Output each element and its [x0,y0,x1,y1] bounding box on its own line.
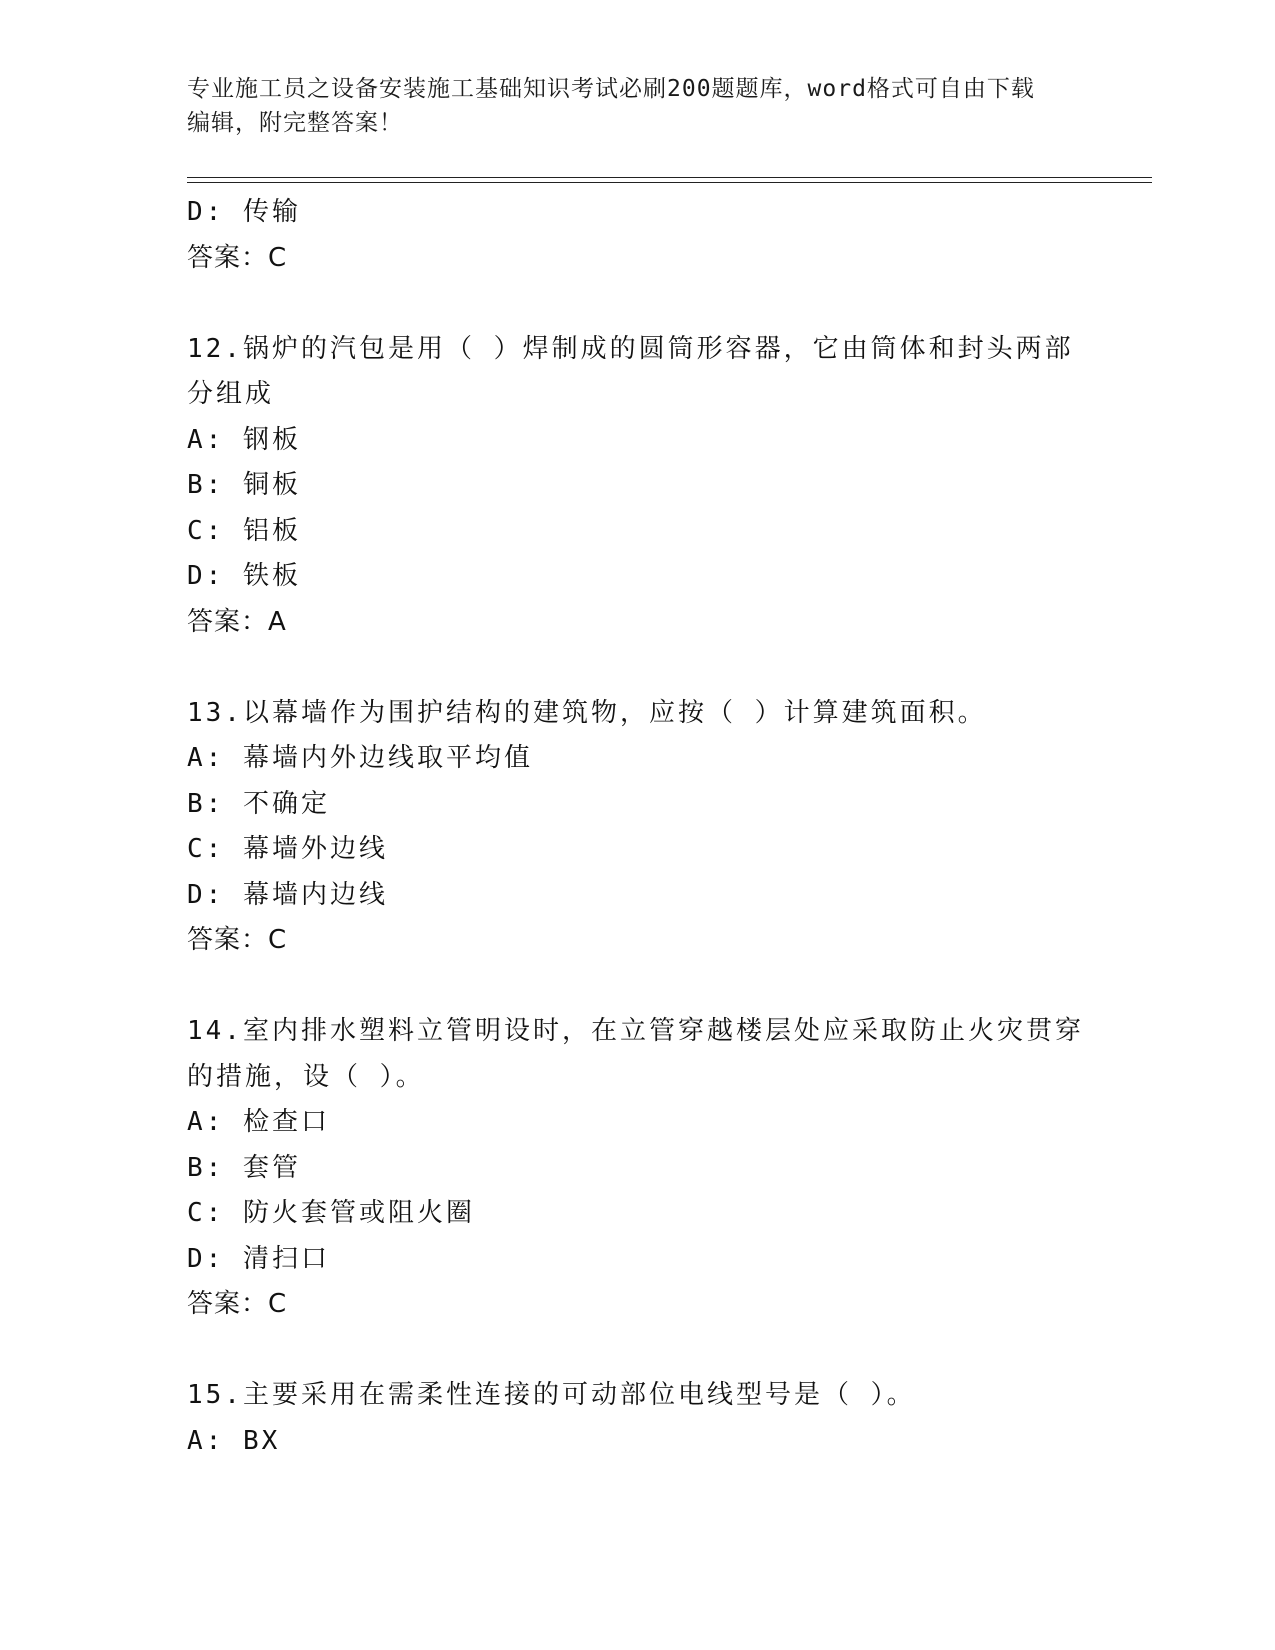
spacer [187,645,1087,691]
option-c: C: 铝板 [187,515,301,546]
question-list [187,190,1087,1464]
question-12 [187,327,1087,646]
header-divider-bottom [187,182,1152,183]
option-a: A: 钢板 [187,424,301,455]
spacer [187,281,1087,327]
header-divider-top [187,177,1152,178]
option-b: B: 铜板 [187,470,301,500]
document-header [187,72,1067,140]
option-d: D: 传输 [187,197,301,227]
option-a: A: 幕墙内外边线取平均值 [187,743,533,773]
question-15 [187,1373,1087,1464]
option-d: D: 幕墙内边线 [187,879,388,910]
spacer [187,964,1087,1010]
question-stem: 13.以幕墙作为围护结构的建筑物，应按（ ）计算建筑面积。 [187,697,987,728]
question-stem: 12.锅炉的汽包是用（ ）焊制成的圆筒形容器，它由筒体和封头两部 [187,333,1074,364]
question-13 [187,691,1087,964]
header-title-line-2: 编辑，附完整答案！ [187,110,403,136]
question-stem: 15.主要采用在需柔性连接的可动部位电线型号是（ ）。 [187,1380,916,1410]
option-c: C: 幕墙外边线 [187,834,388,864]
option-b: B: 不确定 [187,788,330,819]
question-stem-continued: 分组成 [187,379,275,409]
option-d: D: 铁板 [187,561,301,591]
question-stem-continued: 的措施，设（ ）。 [187,1061,425,1092]
option-a: A: BX [187,1425,281,1456]
spacer [187,1328,1087,1374]
option-b: B: 套管 [187,1152,301,1183]
answer-line: 答案：A [187,606,287,637]
option-d: D: 清扫口 [187,1243,330,1274]
header-title-line-1: 专业施工员之设备安装施工基础知识考试必刷200题题库，word格式可自由下载 [187,76,1035,102]
answer-line: 答案：C [187,242,288,273]
question-14 [187,1009,1087,1328]
answer-line: 答案：C [187,1289,288,1319]
option-c: C: 防火套管或阻火圈 [187,1198,475,1228]
answer-line: 答案：C [187,925,288,955]
question-stem: 14.室内排水塑料立管明设时，在立管穿越楼层处应采取防止火灾贯穿 [187,1016,1084,1046]
option-a: A: 检查口 [187,1107,330,1137]
